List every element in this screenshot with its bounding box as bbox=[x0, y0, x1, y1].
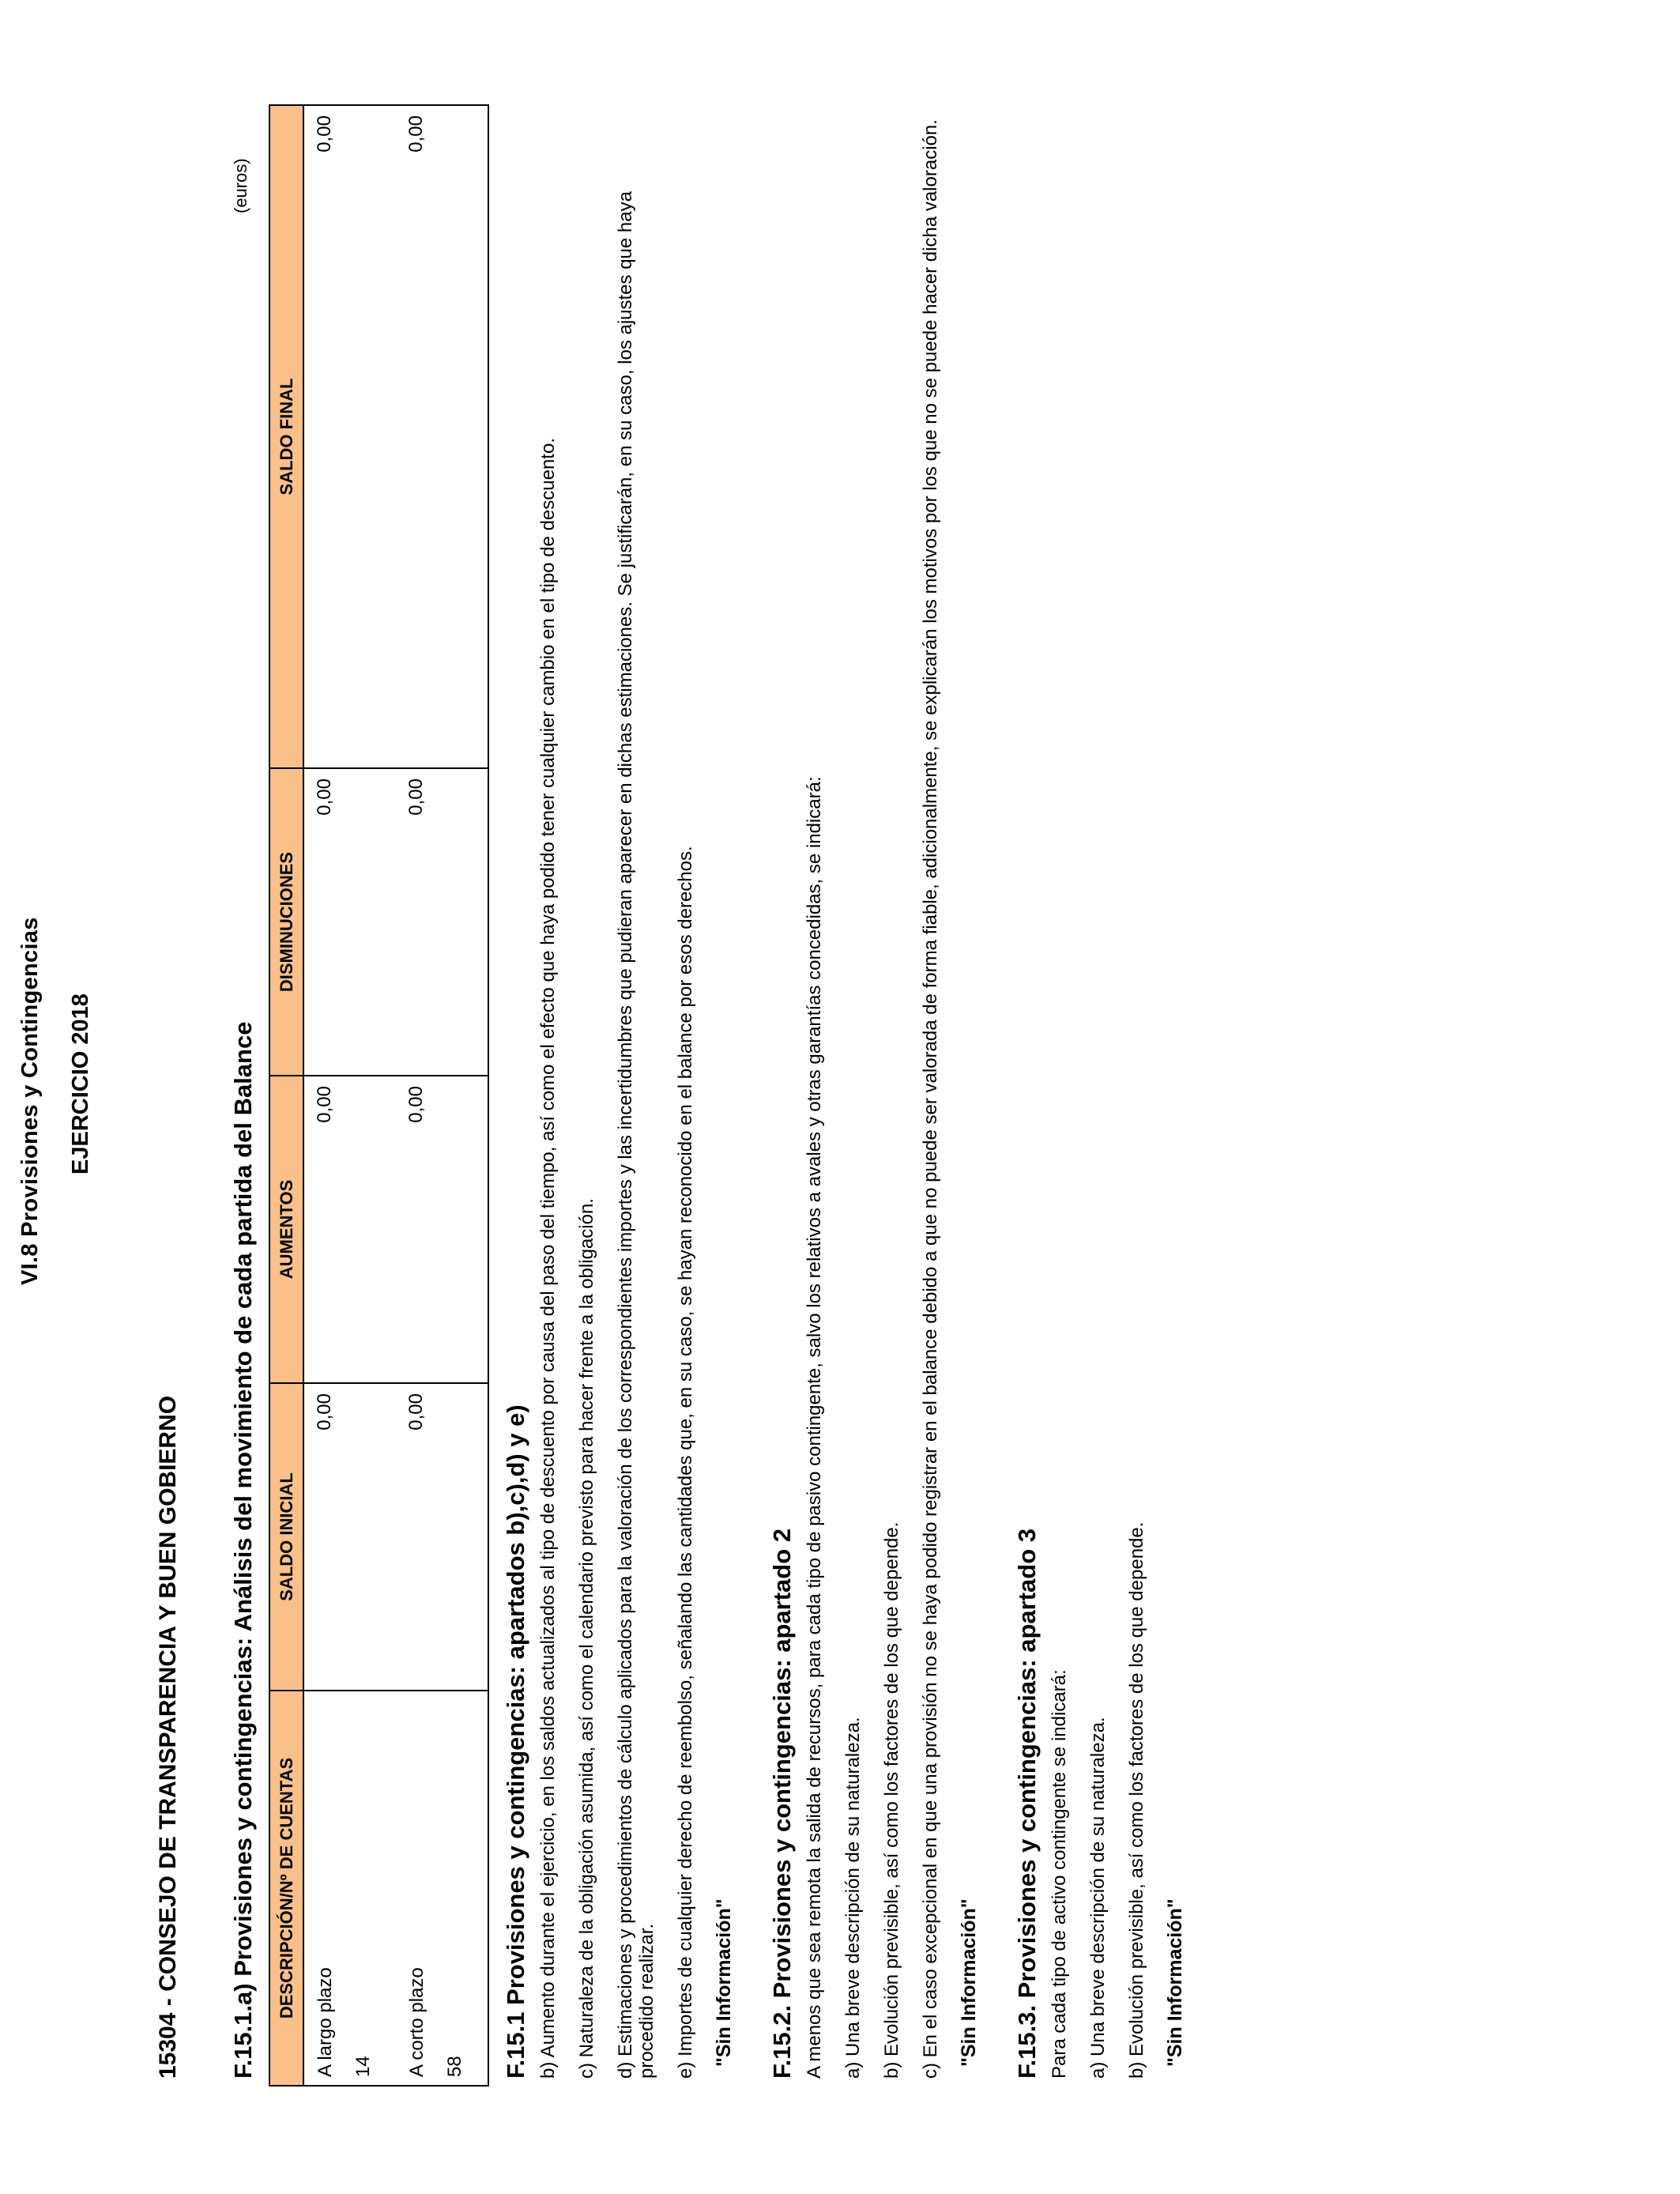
provisions-table bbox=[269, 104, 489, 2087]
table-section-title: F.15.1.a) Provisiones y contingencias: Análisis del movimiento de cada partida del Balance bbox=[229, 1021, 257, 2079]
page-title: VI.8 Provisiones y Contingencias bbox=[17, 917, 43, 1285]
paragraph: c) En el caso excepcional en que una provisión no se haya podido registrar en el balance debido a que no puede ser valorada de forma fiable, adicionalmente, se explicarán los motivos por los que no se puede hacer dicha valoración. bbox=[920, 119, 941, 2079]
section-heading: F.15.2. Provisiones y contingencias: apartado 2 bbox=[768, 1528, 796, 2079]
paragraph: b) Aumento durante el ejercicio, en los saldos actualizados al tipo de descuento por causa del paso del tiempo, así como el efecto que haya podido tener cualquier cambio en el tipo de descuento. bbox=[537, 438, 559, 2079]
saldo-final-cell: 0,00 bbox=[396, 105, 488, 768]
saldo-inicial-cell: 0,00 bbox=[303, 1383, 396, 1691]
table-header-row bbox=[269, 105, 303, 2086]
paragraph: a) Una breve descripción de su naturaleza. bbox=[1087, 1717, 1109, 2079]
no-information-note: "Sin Información" bbox=[958, 1898, 980, 2067]
paragraph: b) Evolución previsible, así como los factores de los que depende. bbox=[1126, 1521, 1147, 2079]
paragraph: A menos que sea remota la salida de recursos, para cada tipo de pasivo contingente, salvo los relativos a avales y otras garantías concedidas, se indicará: bbox=[804, 776, 825, 2079]
saldo-final-cell: 0,00 bbox=[303, 105, 396, 768]
row-description: A largo plazo bbox=[315, 1967, 336, 2077]
paragraph: c) Naturaleza de la obligación asumida, así como el calendario previsto para hacer frente a la obligación. bbox=[576, 1198, 597, 2079]
aumentos-cell: 0,00 bbox=[303, 1076, 396, 1383]
column-header: SALDO FINAL bbox=[269, 105, 303, 768]
paragraph: e) Importes de cualquier derecho de reembolso, señalando las cantidades que, en su caso, se hayan reconocido en el balance por esos derechos. bbox=[675, 846, 696, 2079]
units-label: (euros) bbox=[231, 158, 250, 213]
disminuciones-cell: 0,00 bbox=[396, 768, 488, 1076]
row-description: A corto plazo bbox=[406, 1967, 428, 2077]
no-information-note: "Sin Información" bbox=[1164, 1898, 1186, 2067]
entity-name: 15304 - CONSEJO DE TRANSPARENCIA Y BUEN GOBIERNO bbox=[155, 1395, 181, 2079]
row-account: 14 bbox=[352, 2056, 374, 2077]
section-heading: F.15.3. Provisiones y contingencias: apartado 3 bbox=[1013, 1528, 1041, 2079]
notes-body bbox=[502, 103, 1219, 2079]
table-row bbox=[396, 105, 488, 2086]
paragraph: Para cada tipo de activo contingente se indicará: bbox=[1049, 1669, 1070, 2079]
saldo-inicial-cell: 0,00 bbox=[396, 1383, 488, 1691]
row-account: 58 bbox=[444, 2056, 465, 2077]
disminuciones-cell: 0,00 bbox=[303, 768, 396, 1076]
column-header: SALDO INICIAL bbox=[269, 1383, 303, 1691]
row-description-cell bbox=[303, 1691, 396, 2086]
section-heading: F.15.1 Provisiones y contingencias: apartados b),c),d) y e) bbox=[502, 1404, 529, 2079]
no-information-note: "Sin Información" bbox=[713, 1898, 735, 2067]
row-description-cell bbox=[396, 1691, 488, 2086]
column-header: AUMENTOS bbox=[269, 1076, 303, 1383]
fiscal-year: EJERCICIO 2018 bbox=[68, 993, 93, 1174]
paragraph: b) Evolución previsible, así como los factores de los que depende. bbox=[881, 1521, 902, 2079]
table-row bbox=[303, 105, 396, 2086]
paragraph: d) Estimaciones y procedimientos de cálculo aplicados para la valoración de los correspondientes importes y las incertidumbres que pudieran aparecer en dichas estimaciones. Se justificarán, en su caso, los ajustes que haya procedido realizar. bbox=[615, 191, 657, 2079]
column-header: DISMINUCIONES bbox=[269, 768, 303, 1076]
paragraph: a) Una breve descripción de su naturaleza. bbox=[842, 1717, 864, 2079]
column-header: DESCRIPCIÓN/Nº DE CUENTAS bbox=[269, 1691, 303, 2086]
aumentos-cell: 0,00 bbox=[396, 1076, 488, 1383]
